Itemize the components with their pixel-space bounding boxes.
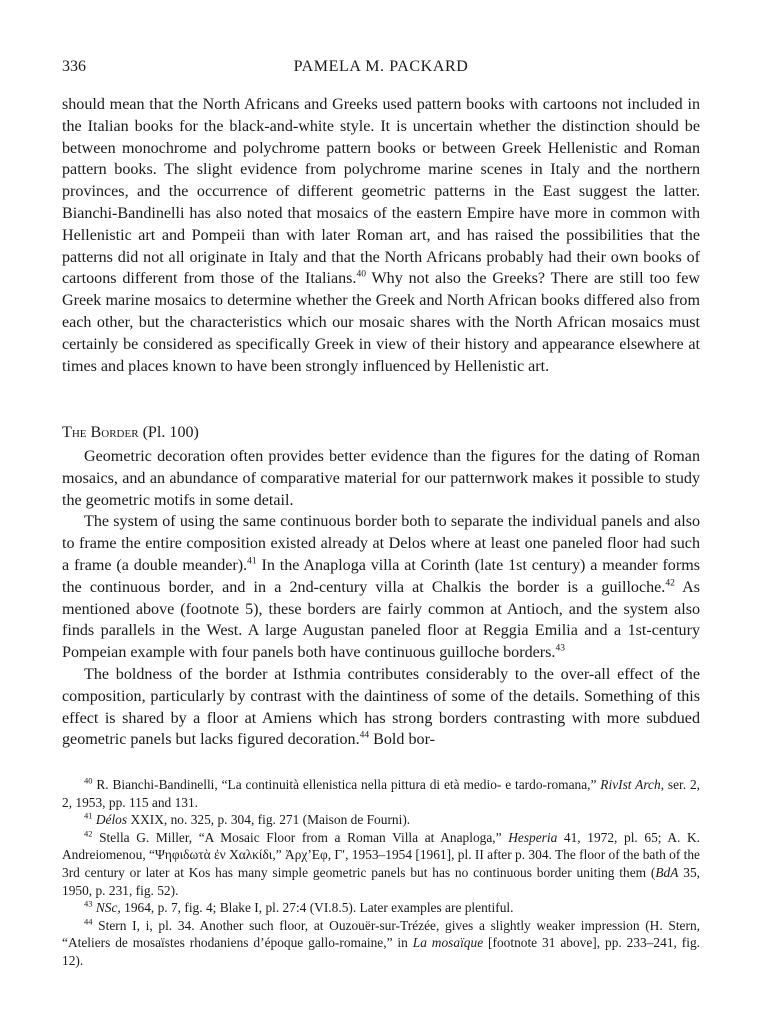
footnotes (62, 776, 700, 970)
footnote-ref[interactable]: 43 (555, 643, 565, 654)
paragraph-text: Why not also the Greeks? There are still too few Greek marine mosaics to determine whether the Greek and North African books differed also from each other, but the characteristics which our mosaic shares with the North African mosaics must certainly be considered as specifically Greek in view of their history and appearance elsewhere at times and places known to have been strongly influenced by Hellenistic art. (62, 270, 700, 375)
footnote-text: XXIX, no. 325, p. 304, fig. 271 (Maison de Fourni). (127, 812, 411, 828)
footnote-ref[interactable]: 44 (359, 731, 370, 741)
footnote-43 (62, 899, 700, 917)
footnote-ref[interactable]: 41 (247, 556, 257, 567)
paragraph-text: should mean that the North Africans and Greeks used pattern books with cartoons not included in the Italian books for the black-and-white style. It is uncertain whether the distinction should be between monochrome and polychrome pattern books or between Greek Hellenistic and Roman pattern books. The slight evidence from polychrome marine scenes in Italy and the northern provinces, and the occurrence of different geometric patterns in the East suggest the latter. Bianchi-Bandinelli has also noted that mosaics of the eastern Empire have more in common with Hellenistic art and Pompeii than with later Roman art, and has raised the possibilities that the patterns did not all originate in Italy and that the North Africans probably had their own books of cartoons different from those of the Italians. (62, 96, 700, 288)
paragraph-text: The boldness of the border at Isthmia contributes considerably to the over-all effect of the composition, particularly by contrast with the daintiness of some of the details. Something of this effect is shared by a floor at Amiens which has strong borders contrasting with more subdued geometric panels but lacks figured decoration. (62, 665, 700, 749)
footnote-journal: Hesperia (508, 829, 558, 845)
section-heading (62, 424, 199, 442)
footnote-journal: RivIst Arch (600, 777, 661, 792)
footnote-journal: Délos (92, 812, 128, 828)
footnote-journal: BdA (655, 864, 679, 880)
footnote-40 (62, 776, 700, 811)
footnote-number: 43 (84, 898, 93, 909)
section-heading-plate-ref: (Pl. 100) (138, 424, 199, 441)
footnote-number: 41 (84, 810, 93, 821)
footnote-text: Stern I, i, pl. 34. Another such floor, at Ouzouër-sur-Trézée, gives a slightly weaker impression (H. Stern, “Ateliers de mosaïstes rhodaniens d’époque gallo-romaine,” in (62, 917, 700, 951)
footnote-text: Stella G. Miller, “A Mosaic Floor from a Roman Villa at Anaploga,” (92, 829, 509, 845)
footnote-text: 35, 1950, p. 231, fig. 52). (62, 864, 700, 898)
paragraph (62, 94, 700, 377)
footnote-number: 40 (84, 775, 93, 786)
section-heading-title: The Border (62, 424, 139, 441)
footnote-journal: NSc (92, 900, 118, 916)
paragraph-text: Geometric decoration often provides better evidence than the figures for the dating of Roman mosaics, and an abundance of comparative material for our patternwork makes it possible to study the geometric motifs in some detail. (62, 448, 700, 509)
footnote-text: , 1964, p. 7, fig. 4; Blake I, pl. 27:4 (VI.8.5). Later examples are plentiful. (117, 900, 514, 916)
paragraph-text: Bold bor- (369, 731, 435, 749)
footnote-text: [footnote 31 above], pp. 233–241, fig. 12). (62, 935, 700, 968)
paragraph-text: The system of using the same continuous border both to separate the individual panels and also to frame the entire composition existed already at Delos where at least one paneled floor had such a frame (a double meander). (62, 513, 700, 574)
paragraph-text: In the Anaploga villa at Corinth (late 1st century) a meander forms the continuous border, and in a 2nd-century villa at Chalkis the border is a guilloche. (62, 556, 700, 596)
footnote-ref[interactable]: 42 (665, 578, 675, 589)
footnote-ref[interactable]: 40 (356, 270, 366, 281)
paragraph-text: As mentioned above (footnote 5), these borders are fairly common at Antioch, and the system also finds parallels in the West. A large Augustan paneled floor at Reggia Emilia and a 1st-century Pompeian example with four panels both have continuous guilloche borders. (62, 578, 700, 662)
footnote-number: 44 (84, 916, 93, 927)
footnote-journal: La mosaïque (412, 935, 484, 951)
footnote-42 (62, 829, 700, 899)
footnote-text: , ser. 2, 2, 1953, pp. 115 and 131. (62, 777, 701, 810)
opening-paragraph-block (62, 94, 700, 377)
paragraph (62, 511, 700, 664)
footnote-44 (62, 917, 700, 970)
paragraph (62, 446, 700, 511)
footnote-text: 41, 1972, pl. 65; A. K. Andreiomenou, “Ψηφιδωτὰ ἐν Χαλκίδι,” (62, 829, 700, 863)
section-body (62, 446, 700, 751)
footnote-41 (62, 811, 700, 829)
footnote-number: 42 (84, 828, 93, 839)
footnote-text: R. Bianchi-Bandinelli, “La continuità ellenistica nella pittura di età medio- e tardo-romana,” (92, 777, 601, 792)
paragraph (62, 664, 700, 751)
footnote-text: Ἀρχ’Εφ, Γ′, 1953–1954 [1961], pl. II after p. 304. The floor of the bath of the 3rd century or later at Kos has many simple geometric panels but has no continuous border uniting them ( (62, 847, 701, 880)
running-head-author: PAMELA M. PACKARD (293, 58, 469, 75)
page-number: 336 (62, 58, 86, 75)
running-header (62, 58, 700, 80)
